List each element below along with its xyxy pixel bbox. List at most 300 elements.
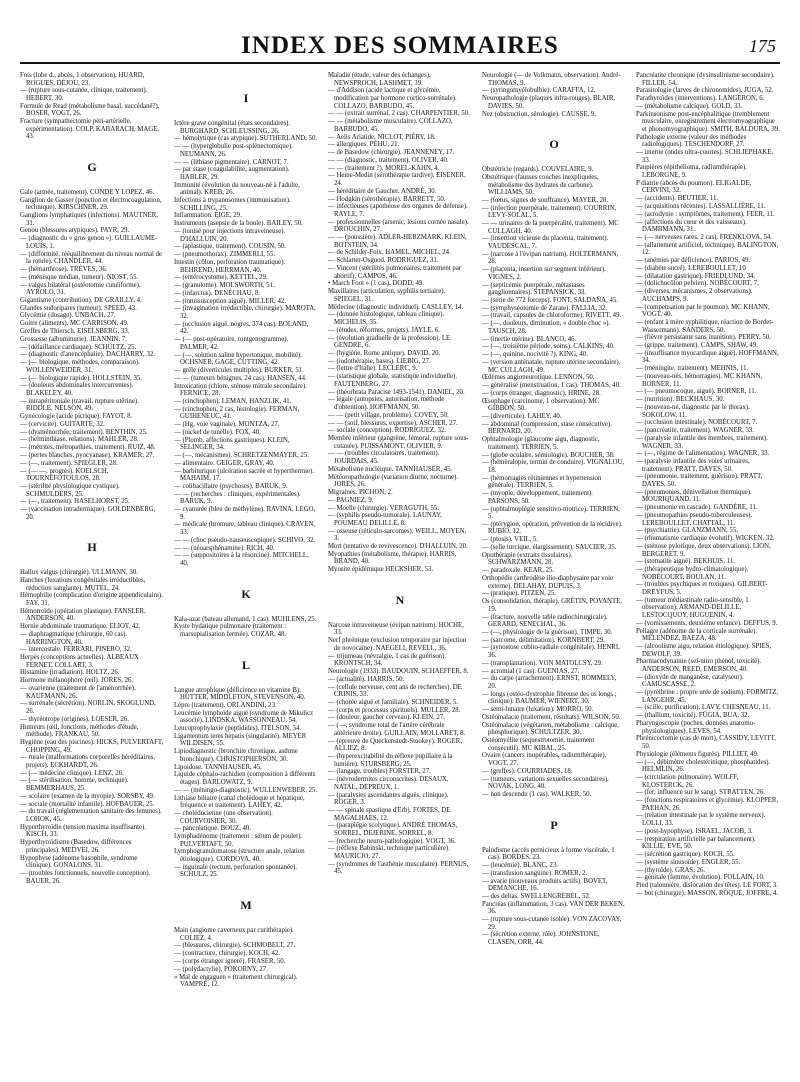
index-entry: — diaphragmatique (chirurgie, 60 cas). HARRINGTON, 40. — [20, 630, 128, 646]
index-entry: — — (choc pseudo-nauseuscopique). SCHIVO, 32. — [174, 536, 316, 544]
index-entry: — Heine-Medin (sérothérapie tardive). EISENER, 24. — [328, 172, 466, 187]
index-entry: — (métrites, métropathies, traitement). RUIZ, 48. — [20, 444, 156, 452]
index-entry: Hygiène (eau des piscines). HICKS, PULVERTAFT, CHOPPING, 49. — [20, 738, 164, 754]
index-entry: — — (métabolisme musculaire). COLLAZO, BARBUDO, 45. — [328, 118, 453, 133]
index-entry: Main (angiome caverneux par curithérapie). COLIEZ, 4. — [174, 927, 294, 942]
index-entry: Immunité (évolution du nouveau-né à l'adulte, animal). KREB, 26. — [174, 181, 300, 197]
index-entry: Kyste hydatique pulmonaire (traitement : marsupialisation fermée). COZAR, 48. — [174, 623, 287, 638]
index-entry: Lipoidose. TANNHAUSER, 45. — [174, 763, 262, 771]
index-entry: — (— nerveuses rares, 2 cas). FRENKLOVA, 54. — [636, 233, 772, 241]
index-entry: — (fièvre persistante sans inanition). PERRY, 50. — [636, 334, 771, 342]
index-entry: Gigantisme (contribution). DE GRAILLY, 4. — [20, 296, 142, 304]
index-entry: — barbiturique (ulcération sacrée et hyperthermie). MAHAIM, 17. — [174, 467, 315, 483]
index-entry: — (—, solution saline hypertonique, mobilité). OCHSNER, GAGE, CUTTING, 42. — [174, 351, 302, 367]
index-entry: Œdèmes angioneurotique. LENNON, 50. — [482, 374, 595, 382]
index-entry: — — (soif, blessures, expertise). ASCHER, 27. — [328, 419, 458, 427]
index-entry: — (pneumothorax). ZIMMERLI, 55. — [174, 251, 276, 259]
index-entry: Nerf phrénique (exclusion temporaire par injection de novocaïne). NAEGELI, REVELL, 36. — [328, 637, 467, 652]
index-entry: — (—, traitement). HASELHORST, 25. — [20, 498, 130, 506]
index-entry: — — (traitement ?). MOREL-KAHN, 4. — [328, 164, 440, 172]
index-entry: — (diverses, mécanismes, 2 observations). AUCHAMPS, 9. — [636, 288, 753, 303]
index-entry: — (fer, influence sur le sang). STRATTEN, 26. — [636, 789, 766, 797]
index-entry: Os (consolidation, thérapie). GRÉTIN, POVANTE, 19. — [482, 598, 622, 613]
index-entry: — (pneumonie en cascade). GANDÈRE, 11. — [636, 504, 758, 512]
index-entry: Intestin (côlon, perforation traumatique). BEHREND, HERRMAN, 40. — [174, 258, 286, 274]
index-entry: — (hémorragies rétiniennes et hypertension générale). TERRIEN, 5. — [482, 474, 602, 490]
index-entry: — (anémies par déficience). PARIOS, 49. — [636, 257, 751, 265]
index-entry: — (insertion vicieuse du placenta, traitement). VAUDESCAL, 7. — [482, 235, 609, 250]
index-entry: — (syringomyélobulbie). CARAFFA, 12. — [482, 87, 596, 95]
index-entry: Gynécologie (acide picrique). FAYOT, 8. — [20, 413, 133, 421]
index-entry: — (polydactylie). POKORNY, 27. — [174, 965, 268, 973]
index-entry: — (hygiène, Rome antique). DAVID, 20. — [328, 349, 441, 357]
index-entry: Intoxication (chlore, sténose mitrale secondaire). FERNICE, 28. — [174, 382, 307, 398]
index-entry: — (études, réformes, projets). JAYLE, 6. — [328, 326, 440, 334]
index-entry: — (intussusception aiguë). MILLER, 42. — [174, 297, 286, 305]
index-column — [174, 72, 318, 1072]
index-entry: Leucoprophylaxie (peptidides). ITELSON, 54. — [174, 725, 302, 733]
index-entry: — — (lithiase pigmentaire). CARNOT, 7. — [174, 158, 289, 166]
index-entry: Instruments (asepsie de la boule). BAILEY, 50. — [174, 220, 303, 228]
index-entry: — interne (ondes ultra-courtes). SCHLIEPHAKE, 33. — [636, 149, 774, 164]
index-entry: — Hodgkin (sérothérapie). BARRETT, 50. — [328, 195, 446, 203]
index-entry: — (rhumatisme cardiaque évolutif). WICKEN, 32. — [636, 535, 775, 543]
index-entry: — (paralysie infantile des voies urinaires, traitement). PRATT, DAYES, 50. — [636, 458, 750, 473]
index-entry: — (— stérilisation, homme, technique). BEMMERHAUS, 25. — [20, 777, 129, 793]
index-entry: — (contracture, chirurgie). KOCH, 42. — [174, 950, 280, 958]
index-entry: — (hémarthrose). TRÈVES, 36. — [20, 265, 108, 273]
index-entry: — (alcoolisme aigu, relation étiologique). SPIES, DEWOLF, 39. — [636, 642, 772, 658]
index-entry: — (fœtus, signes de souffrance). MAYER, 28. — [482, 196, 609, 204]
index-entry: — (sécrétion externe, rôle). JOHNSTONE, CLASEN, ORR, 44. — [482, 931, 600, 946]
index-entry: — d'Addison (acide lactique et glycémie, modification par hormone cortico-surrénale). COLLAZO, BARBUDO, 45. — [328, 87, 457, 110]
index-entry: Ganglion de Gasser (ponction et électrocoagulation, technique). KIRSCHNER, 29. — [20, 196, 162, 212]
index-entry: — médicale (bromure, tableau clinique). CRAVEN, 33. — [174, 521, 316, 537]
index-entry: — infectieuses (apothéose des organes de défense). RAYLE, 7. — [328, 203, 468, 218]
index-entry: — (sécrétion gastrique). KOCH, 55. — [636, 850, 735, 858]
index-entry: Obstétricie (regards). COUVELAIRE, 9. — [482, 166, 594, 174]
index-entry: — grêle (diverticules multiples). BURKER, 51. — [174, 366, 304, 374]
index-entry: Ostéomalacie (végétarien, métabolisme : calcique, phosphorique). SCHULTZER, 30. — [482, 721, 620, 737]
index-entry: — du carpe (arrachement). ERNST, ROMMELY, 20. — [482, 675, 617, 690]
index-entry: — (réflexe Babinski, technique particulière). MAURICIO, 27. — [328, 845, 450, 861]
index-entry: — Moelle (chirurgie). VERAGUTH, 55. — [328, 504, 439, 512]
index-column — [636, 72, 780, 1072]
index-entry: — (diagnostic du « gros genou »). GUILLAUME-LOUIS, 1. — [20, 235, 158, 250]
index-entry: — (leucémie). BLANC, 23. — [482, 861, 558, 869]
index-entry: Pellagre (adénome de la corticale surrénale). MELENDEZ, BAEZA, 48. — [636, 627, 758, 643]
index-entry: — (statistique globale, statistique individuelle). FAUTENBERG, 27. — [328, 373, 458, 388]
index-entry: — (placenta, insertion sur segment inférieur). VIGNES, 2. — [482, 266, 606, 281]
index-entry: — abdominal (compression, stase consécutive). BERNARD, 20. — [482, 420, 612, 436]
index-entry: — (occlusion aiguë, nogres, 374 cas). BOLAND, 42. — [174, 320, 309, 336]
index-entry: Nez (obstruction, sérologie). CAUSSE, 9. — [482, 110, 597, 118]
index-entry: — sociale (conception). RODRIGUEZ, 32. — [328, 427, 446, 435]
index-entry: — thyréotrope (origines). LOESER, 26. — [20, 715, 129, 723]
index-entry: Hormone mélanophore (œil). JORES, 26. — [20, 677, 134, 685]
index-entry: — — (suppositoires à la résorcine). MITCHELL, 40. — [174, 552, 309, 567]
index-entry: Leucémie lymphoïde aiguë (syndrome de Mikulicz associé). LINDSKA, WASSONNEAU, 54. — [174, 709, 314, 725]
index-entry: Goitre (aliments). MC CARRISON, 49. — [20, 320, 129, 328]
index-entry: Grossesse (albuminurie). JEANNIN, 7. — [20, 335, 127, 343]
index-entry: Ophtalmologie (glaucome aigu, diagnostic, traitement). TERRIEN, 5. — [482, 436, 600, 451]
index-entry: Météoropathologie (variation diurne, nocturne). JORES, 26. — [328, 473, 459, 489]
index-entry: — — (tumeurs bénignes, 24 cas). HANSEN, 44. — [174, 374, 307, 382]
index-entry: — (hyperexcitabilité du réflexe pupillaire à la lumière). STURSBERG, 25. — [328, 753, 453, 768]
index-entry: Liquide céphalo-rachidien (composition à différents étages). BARLOWATZ, 9. — [174, 771, 316, 786]
index-entry: — (respiration artificielle par balancement). KILLIE, EVE, 50. — [636, 835, 756, 851]
index-entry: — généralisé (menstruation, 1 cas). THOMAS, 40. — [482, 382, 621, 390]
index-entry: — — (recherches : cliniques, expérimentales). BARUK, 9. — [174, 490, 301, 506]
index-entry: — (—, douleurs, diminution, « double choc »). TAUSCH, 28. — [482, 320, 611, 335]
index-entry: — (dioxyde de manganèse, catalyseur). CAMUSCASSE, 2. — [636, 673, 744, 689]
index-entry: — alimentaire. GEIGER, GRAY, 40. — [174, 459, 275, 467]
index-entry: • March Foot » (1 cas). DODD, 49. — [328, 280, 425, 288]
index-entry: — (greffes). COURRIADES, 18. — [482, 767, 573, 775]
index-entry: — (nouveau-nés, hémorragies). MC KHANN, BORNER, 11. — [636, 373, 763, 388]
index-entry: — de Schilder-Foix. HAMEL, MICHEL, 24. — [328, 249, 451, 257]
index-entry: — — (néoarsphénamine). RICH, 40. — [174, 544, 275, 552]
index-entry: — — (poussière). ADLER-HERZMARK, KLEIN, BOTSTEIN, 34. — [328, 234, 467, 249]
section-letter: O — [549, 137, 559, 152]
index-entry: — — spinale spastique d'Erb). FORTES, DE MAGALHAES, 12. — [328, 806, 451, 822]
index-entry: — (iodothérapie, bases). LIEBIG, 27. — [328, 357, 431, 365]
index-entry: — (symphyséotomie de Zarate). FALLIA, 32. — [482, 304, 608, 312]
index-entry: — (allaitement artificiel, technique). BALINGTON, 12. — [636, 241, 779, 257]
index-entry: — (helminthiase, relations). MAHLER, 28. — [20, 436, 139, 444]
index-columns — [20, 72, 780, 1072]
index-entry: Médecine (diagnostic individuel). CASLLEY, 14. — [328, 303, 464, 311]
index-entry: — (thallium, toxicité). FÜGIA, BUA, 32. — [636, 712, 750, 720]
index-entry: Parasitologie (larves de chironomides). JUGA, 52. — [636, 87, 774, 95]
index-entry: Hyperthyroïdisme (Basedow, différences principales). MEDVEI, 26. — [20, 839, 132, 854]
section-letter: I — [243, 91, 249, 105]
index-entry: — (—, quinine, nocivité ?). KING, 40. — [482, 351, 588, 359]
index-entry: Métabolisme nucléique. TANNHAUSER, 45. — [328, 465, 453, 473]
index-entry: — (difformité, rééquilibrement du niveau normal de la rotule). CHANDLER, 44. — [20, 250, 162, 266]
index-entry: — (blessures, chirurgie). SCHMOBELT, 27. — [174, 942, 296, 950]
index-entry: — osseuse (réticulo-sarcomes). WEILL, MOYEN, 3. — [328, 527, 467, 543]
index-entry: — pancréatique. BOUZ, 40. — [174, 825, 252, 833]
page-title: INDEX DES SOMMAIRES — [241, 32, 559, 59]
index-entry: — (cervicite). GUITARTE, 32. — [20, 420, 105, 428]
index-entry: — — (troubles circulatoires, traitement). JOURDAIS, 45. — [328, 450, 440, 466]
index-entry: — (thérapeutique hydro-climatologique). NOBÉCOURT, BOULAN, 11. — [636, 566, 749, 581]
index-entry: — (série de 772 forceps). FONT, SALDAÑA, 45. — [482, 296, 618, 304]
index-entry: — (narcose à l'évipan natrium). HOLTERMANN, 28. — [482, 250, 619, 266]
index-entry: — intercostale. FERRARI, PINERO, 32. — [20, 646, 132, 654]
index-entry: Myopathies (métabolisme, thérapie). HARRIS, BRAND, 40. — [328, 550, 457, 566]
index-entry: Fracture (sympathectomie péri-artérielle, expérimentation). COLP, KABARACH, MAGE, 43. — [20, 118, 160, 141]
index-entry: — (troubles fonctionnels, nouvelle conception). BAUER, 26. — [20, 869, 151, 885]
index-entry: — (version anténatale, rupture utérine secondaire). MC CULLAGH, 49. — [482, 358, 621, 374]
index-entry: Pharmacodynamie (sel-nitro phénol, toxicité). ANDERSON, REED, EMERSON, 40. — [636, 658, 762, 673]
index-entry: Ligamentum teres hepatis (singularité). MEYER WILDISEN, 55. — [174, 732, 307, 748]
index-entry: — (paraplégie scolytique). ANDRÉ THOMAS, SORREL, DEJERINE, SORREL, 8. — [328, 822, 458, 837]
index-entry: — (pneumonies, dénivellation thermique). MOURIQUAND, 11. — [636, 488, 752, 504]
index-entry: — (nutrition). BECKHAUS, 30. — [636, 396, 725, 404]
index-entry: Lymphadénome (traitement : sérum de poulet). PULVERTAFT, 50. — [174, 833, 302, 848]
index-entry: — (ionisé pour injections intraveineuse). D'HALLUIN, 20. — [174, 228, 286, 243]
index-entry: — (cinchophen). LEMAN, HANZLIK, 41. — [174, 397, 292, 405]
index-entry: — (actualité). HARRIS, 50. — [328, 675, 405, 683]
index-entry: — non descendu (1 cas). WALKER, 50. — [482, 790, 592, 798]
index-entry: — (— biologique rapide). HOLLSTEIN, 35. — [20, 374, 142, 382]
index-entry: — (inertie utérine). BLANCO, 46. — [482, 335, 577, 343]
index-entry: Genou (blessures atypiques). PAYR, 29. — [20, 227, 130, 235]
index-entry: — cyanurée (bleu de méthylène). RAVINA, LEGO, 9. — [174, 506, 316, 521]
index-entry: — ovarienne (traitement de l'aménorrhée). KAUFMANN, 26. — [20, 685, 136, 700]
index-entry: — (ptosis). VEIL, 5. — [482, 536, 539, 544]
index-entry: — (grippe, traitement). CAMPS, SHAW, 49. — [636, 342, 758, 350]
index-entry: — (thyroïde). GRAS, 26. — [636, 866, 706, 874]
index-entry: — Aelis Ariatide. NICLOT, PIÉRY, 18. — [328, 133, 436, 141]
index-entry: — scolaire (examen de la myopie). SORSBY, 49. — [20, 792, 155, 800]
index-entry: — trijumeau (névralgie, 1 cas de guérison). KRONTSCH, 34. — [328, 652, 447, 668]
index-entry: Paludisme (accès pernicieux à forme viscérale, 1 cas). BORDES, 23. — [482, 846, 615, 862]
index-entry: — (— pneumocoque, aiguë). BORNER, 11. — [636, 388, 757, 396]
index-entry: — (ptérygion, opération, prévention de la récidive). RUBIO, 12. — [482, 520, 623, 536]
index-entry: — (travail, capsules de chloroforme). RIVETT, 49. — [482, 312, 622, 320]
index-entry: Herpès (conceptions actuelles). ALBEAUX FERNET, COLLART, 3. — [20, 654, 139, 669]
index-entry: Phrénicectomie (cas de mort). CASSIDY, LEVITT, 50. — [636, 735, 776, 750]
index-entry: — semi-lunaire (luxation). MORRO, 50. — [482, 706, 594, 714]
index-entry: — — (petit village, problème). COVEY, 50. — [328, 411, 449, 419]
index-entry: — (acquisitions récentes). LASSALLIÈRE, 11. — [636, 202, 766, 210]
index-entry: Opothérapie (extraits tissulaires). SCHWARZMANN, 28. — [482, 551, 573, 567]
index-entry: — — urinaires de la puerpéralité, traitement). MC CULLAGH, 40. — [482, 220, 619, 235]
index-entry: — (— —, progrès). KOELSCH, TOURNEFOTOULOS, 28. — [20, 467, 109, 483]
section-letter: N — [395, 592, 405, 607]
index-entry: — longs (ostéo-dystrophie fibreuse des os longs ; clinique). BAUMER, WIENERT, 30. — [482, 690, 617, 706]
index-entry: — (vaccination intradermique). GOLDENBERG, 20. — [20, 506, 156, 521]
index-entry: — (globe oculaire, sémiologie). BOUCHER, 38. — [482, 451, 615, 459]
index-entry: — (aplastique, traitement). COUSIN, 50. — [174, 243, 287, 251]
index-entry: — (invagination irréductible, chirurgie). MAROTA, 32. — [174, 305, 316, 321]
section-letter: P — [550, 817, 558, 832]
index-entry: — valgus bilatéral (ostéotomie cunéiforme). AYROLO, 31. — [20, 281, 141, 297]
index-entry: Humeurs (œil, fonctions, méthodes d'étude, méthode). FRANKAU, 50. — [20, 723, 139, 739]
index-entry: — (fonctions respiratoires et glycémie). KLOPFER, PAEHAN, 26. — [636, 797, 779, 812]
index-entry: — PAGNIEZ, 9. — [328, 496, 374, 504]
index-entry: — (— médecine clinique). LENZ, 26. — [20, 769, 124, 777]
index-entry: — par stase (coagulabilité, augmentation). HABLER, 29. — [174, 166, 290, 181]
index-entry: Pathologie externe (valeur des méthodes radiologiques). TESCHENDORF, 27. — [636, 133, 747, 149]
index-entry: — (sténose pylorique, deux observations). LION, BERGERET, 9. — [636, 542, 771, 558]
index-entry: — (épreuve de Queckenstedt-Stookey). ROGER, ALLIEZ, 8. — [328, 737, 463, 753]
index-entry: — (pratique). PITZEN, 25. — [482, 590, 556, 598]
section-letter: L — [241, 657, 250, 672]
index-entry: — (névrodermites circonscrites). DESAUX, NATAL, DEPREUX, 1. — [328, 776, 449, 791]
index-entry: Hémorroïde (opération plastique). FANSLER, ANDERSON, 40. — [20, 607, 146, 623]
index-entry: — (fracture, nouvelle table radiochirurgicale). GERARD, SENECHAL, 36. — [482, 613, 608, 629]
index-entry: — génitale (femme, évolution). FOLLAIN, 10. — [636, 874, 765, 882]
index-entry: — (—, débimètre cholestérinique, phosphatides). HELMLIN, 26. — [636, 758, 771, 774]
index-entry: — (dysménorrhée, traitement). BENTHIN, 25. — [20, 428, 148, 436]
index-entry: — (rupture sous-cutanée isolée). VON ZACOVAY, 29. — [482, 916, 622, 931]
index-entry: — (méningite, traitement). MEHNIS, 11. — [636, 365, 749, 373]
index-entry: Paupières (épithélioma, radiumthérapie). LEBORGNE, 9. — [636, 164, 747, 180]
index-entry: Migraines. PICHON, 2. — [328, 489, 393, 496]
index-entry: Fois (lobe d., abcès, 1 observation). HUARD, ROGUES, DÉJOU, 23. — [20, 72, 145, 87]
index-entry: — (granulome). MOLSWORTH, 51. — [174, 282, 275, 290]
index-entry: — (—, syndrome total de l'artère cérébrale antérieure droite). GUILLAIN, MOLLARET, 8. — [328, 722, 466, 737]
index-entry: Lèpre (traitement). ORLANDINI, 23. — [174, 701, 277, 709]
index-entry: — (métabolisme calcique). GOLD, 33. — [636, 102, 743, 110]
index-entry: — (nickel de tunelle). FOX, 40. — [174, 428, 261, 436]
index-entry: — (diverticule). LAHEY, 40. — [482, 413, 562, 421]
index-entry: — Schlatter-Osgood. RODRIGUEZ, 31. — [328, 257, 439, 265]
section-letter: G — [87, 159, 97, 174]
header-rule — [20, 62, 780, 64]
index-entry: — héréditaire de Gaucher. ANDRÉ, 30. — [328, 187, 437, 195]
index-entry: Kala-azar (bateau allemand, 1 cas). MUHLENS, 25. — [174, 615, 317, 623]
index-entry: Lymphogranulomatose (structure anale, relation étiologique). CORDOVA, 40. — [174, 848, 305, 864]
index-entry: Obstétrique (fausses couches inexpliquées, métabolisme des hydrates de carbone). WILLIAMS, 50. — [482, 173, 599, 197]
page-number: 175 — [749, 36, 776, 56]
index-entry: Hallux valgus (chirurgie). ULLMANN, 30. — [20, 569, 138, 577]
index-entry: — intrapéritoniale (travail, rupture utérine). RIDDLE, NELSON, 49. — [20, 397, 139, 413]
index-entry: Maladie (étude, valeur des échanges). NEWSPROCH, LASHMET, 39. — [328, 72, 431, 87]
index-entry: Ictère grave congénital (états secondaires). BURGHARD, SCHLEUSSING, 26. — [174, 120, 291, 135]
index-entry: — (—, troisième période, soins). CALKINS, 40. — [482, 343, 615, 351]
index-entry: Hypophyse (adénome basophile, syndrome clinique). GONALONS, 31. — [20, 854, 138, 870]
index-entry: Lipiodiagnostic (bronchite chronique, asthme bronchique). CHRISTOPHERSON, 30. — [174, 748, 298, 763]
index-entry: Parkinsonisme post-encéphalitique (tremblement musculaire, enregistrement électromyographique et phonomyographique). SMITH, BALDURA, 39. — [636, 110, 780, 133]
index-entry: — colibacillaire (psychoses). BARUK, 9. — [174, 482, 288, 490]
index-entry: — (cinchophen, 2 cas, histologie). FERMAN, GUIHENEUC, 41. — [174, 405, 300, 421]
section-letter: K — [241, 586, 251, 601]
index-entry: — (pancréatite, traitement). WAGNER, 33. — [636, 427, 755, 435]
index-entry: — (ménisque médian, tumeur). NIOST, 55. — [20, 273, 139, 281]
index-entry: — (selle turcique, élargissement). SAUCIER, 35. — [482, 544, 617, 552]
index-entry: — (dolichocôlon pelvien). NOBÉCOURT, 7. — [636, 280, 759, 288]
index-entry: — (— post-opératoire, rontgenogramme). PALMER, 42. — [174, 336, 289, 351]
index-entry: — (pneumonie, traitement, guérison). PRATT, DAYES, 50. — [636, 473, 763, 489]
index-entry: — — (hyperglobulie post-splénectomique). NEUMANN, 26. — [174, 143, 293, 158]
index-entry: — (psychiatrie). GLANZMANN, 55. — [636, 527, 738, 535]
index-entry: — (paralysies ascendantes aiguës, clinique). ROGER, 3. — [328, 791, 449, 807]
index-entry: Hémophilie (complication d'origine appendiculaire). FAY, 31. — [20, 592, 163, 607]
index-entry: — (accidents). BEUTIER, 11. — [636, 195, 719, 203]
index-entry: Parathyroïdes (interventions). LANGERON, 6. — [636, 95, 765, 103]
index-entry: — sociale (mortalité infantile). HOFBAUER, 25. — [20, 800, 155, 808]
index-entry: — (compensation par le poumon). MC KHANN, VOGT, 40. — [636, 303, 770, 319]
index-entry: — (acrodynie : symptômes, traitement). FEER, 11. — [636, 210, 775, 218]
index-entry: — avarie (nouveaux produits actifs). BOVET, DEMANCHE, 16. — [482, 877, 608, 893]
index-entry: Pancréas (inflammation, 3 cas). VAN DER BEKEN, 36. — [482, 900, 625, 916]
index-entry: — (évolution graduelle de la profession). LE GENDRE, 6. — [328, 334, 451, 350]
index-entry: — (système sinusoïde). ENGLER, 55. — [636, 858, 741, 866]
index-entry: — (recherche neuro-pathologique). VOGT, 36. — [328, 837, 456, 845]
index-entry: Gale (armée, traitement). CONDE Y LOPEZ, 46. — [20, 188, 155, 196]
index-entry: — (— biologique, méthodes, comparaison). WOLLENWEIDER, 31. — [20, 359, 140, 374]
index-entry: — (pyréthrine : propre urée de sodium). FORMITZ, LANGEHR, 45. — [636, 689, 779, 704]
index-entry: Greffes de Thiersch. EISELSBERG, 33. — [20, 328, 130, 336]
index-entry: Inflammation. EIGE, 29. — [174, 212, 242, 220]
index-entry: Ganglions lymphatiques (infections). MAUTNER, 31. — [20, 212, 158, 227]
index-entry: Ostéomalacie (traitement, résultats). WILSON, 50. — [482, 713, 621, 721]
index-entry: Hernie abdominale traumatique. ELIOT, 42. — [20, 623, 141, 631]
index-entry: — (transfusion sanguine). ROMER, 2. — [482, 869, 588, 877]
index-entry: — (circulation pulmonaire). WOLFF, KLOSTERCK, 26. — [636, 773, 739, 789]
index-entry: P diatrie (abcès du poumon). ELIGALDE, CERVINI, 32. — [636, 179, 752, 195]
index-entry: — des deltas. SWELLENGREBEL, 52. — [482, 892, 591, 900]
index-entry: — (entérocystome). KETTEL, 29. — [174, 274, 268, 282]
index-entry: — (théorbrata Paracise 1493-1541). DANIEL, 20. — [328, 388, 465, 396]
index-entry: — professionnelles (arsenic, lésions cornée nasale). DROUCHIN, 27. — [328, 218, 469, 234]
index-entry: — (occlusion intestinale). NOBÉCOURT, 7. — [636, 419, 758, 427]
index-entry: — (Hg, voie vaginale). MONTZA, 27. — [174, 421, 280, 429]
index-entry: Glycémie (dosage). UNBACH, 27. — [20, 312, 116, 320]
index-entry: — (diabète sucré). LEREBOULLET, 10 — [636, 264, 746, 272]
index-entry: — inguinale (rectum, perforation spontanée). SCHULZ, 25. — [174, 863, 298, 879]
index-entry: Orthopédie (arthrodèse ilio-diaphysaire par voie externe). DELAHAY, DUPUIS, 3. — [482, 574, 613, 590]
index-entry: — (pneumopathies pseudo-tuberculeuses). LEREBOULLET, CHATTAL, 11. — [636, 511, 753, 527]
index-entry: — acromial (1 cas). GUENIAS, 27. — [482, 667, 580, 675]
index-entry: Ostéomyélite (sequestrotomie, traitement consécutif). MC KIBAL, 25. — [482, 737, 595, 752]
index-entry: — (stomatite aiguë). BEKHUIS, 11. — [636, 558, 735, 566]
index-entry: — (post-hypophyse). ISRAEL, JACOB, 3. — [636, 827, 753, 835]
index-entry: Neurologie (— de Volkmann, observation). André-THOMAS, 9. — [482, 72, 621, 87]
index-entry: Infections à trypanosomes (immunisation). SCHILLING, 25. — [174, 197, 291, 212]
index-column — [328, 72, 472, 1072]
index-entry: — — (extrait surrénal, 2 cas). CHARPENTIER, 50. — [328, 110, 470, 118]
index-entry: Mort (tentative de revivescence). D'HALLUIN, 20. — [328, 543, 468, 551]
index-entry: — (nouveau-né, diagnostic par le thorax). SOKOLOW, 11. — [636, 403, 750, 419]
index-entry: — (héméralopie, termin de conduire). VIGNALOU, 18. — [482, 459, 625, 474]
index-entry: — — (diagnostic, traitement). OLIVER, 40. — [328, 156, 449, 164]
section-letter: H — [87, 540, 97, 555]
index-entry: Narcose intraveineuse (évipan natrium). HOCHE, 33. — [328, 621, 464, 637]
index-entry: Hanches (luxations congénitales irréductibles, réduction sanglante). MUTEL, 24. — [20, 577, 146, 592]
index-entry: — de Basedow (chirurgie). JEANNENEY, 17. — [328, 149, 455, 157]
index-entry: — allergiques. PÉHU, 21. — [328, 141, 400, 149]
index-column — [20, 72, 164, 1072]
index-entry: — (langage, troubles) FORSTER, 27. — [328, 768, 431, 776]
index-entry: Maxillaires (articulation, syphilis tertiaire). SPIEGEL, 31. — [328, 288, 446, 303]
index-entry: — (—, mécanismes). SCHRETZENMAYER, 25. — [174, 451, 309, 459]
index-entry: — (douleur, gaucher cerveau). KLEIN, 27. — [328, 714, 445, 722]
index-entry: — (infarctus). DENÉCHAU, 8. — [174, 289, 261, 297]
index-entry: — (—, traitement). SPIEGLER, 28. — [20, 459, 118, 467]
index-entry: — (rupture sous-cutanée, clinique, traitement). HEBERT, 30. — [20, 87, 148, 102]
index-entry: — (—, régime de l'alimentation). WAGNER, 33. — [636, 450, 770, 458]
index-entry: — (vomissements, deuxième enfance). DEFFUS, 9. — [636, 619, 778, 627]
index-entry: Glandes sudoripares (tumeur). SPEED, 43. — [20, 304, 137, 312]
index-entry: — (Plomb, affections gastriques). KLEIN, SELINGER, 34. — [174, 436, 290, 452]
index-entry: Membre inférieur (gangrène, fémoral, rupture sous-cutanée). PUISSAMONT, OLIVIER, 9. — [328, 435, 469, 450]
index-entry: — (tumeurs, variations sexuelles secondaires). NOVAK, LONG, 40. — [482, 775, 609, 791]
index-entry: — du travail (réglementation sanitaire des femmes). LOHOK, 45. — [20, 808, 162, 823]
index-entry: Hyperthyroïdie (tension maxima insuffisante). KISCH, 33. — [20, 823, 146, 839]
index-entry: — (donnée histologique, tableau clinique). MICHELIS, 35. — [328, 311, 445, 326]
index-entry: — (enfant à mère syphilitique, réaction de Bordet-Wassermann). SANDERS, 50. — [636, 318, 774, 334]
index-entry: — légale (autopsies, autorisation, méthode d'obtention). HOFFMANN, 50. — [328, 396, 445, 411]
index-entry: — (transplantation). VON MATOLCSY, 29. — [482, 659, 603, 667]
index-entry: Formule de Read (métabolisme basal, succédané?). BOSER, VOGT, 26. — [20, 102, 160, 118]
index-entry: — (syndromes de l'asthénie musculaire). PERNUS, 45. — [328, 860, 469, 876]
index-entry: — hémolytique (cas atypique). SUTHERLAND, 50. — [174, 135, 318, 143]
index-entry: Pancréatite chronique (dysinsulinisme secondaire). FILLER, 54. — [636, 72, 775, 87]
index-entry: — (infection puerpérale, traitement). COURRIN, LEVY-SOLAL, 5. — [482, 204, 617, 220]
index-entry: — (—, physiologie de la guérison). TIMPE, 30. — [482, 628, 613, 636]
index-entry: — (pertes blanches, pyocyanase). KRAMER, 27. — [20, 451, 155, 459]
index-entry: Physiologie (éléments figurés). PILLIET, 49. — [636, 750, 759, 758]
index-entry: Ovaire (cancers inopérables, radiumthérapie). VOGT, 27. — [482, 752, 607, 768]
index-entry: Pied (talonnière, dislocation des têtes). LE FORT, 3. — [636, 882, 778, 890]
index-entry: Neuropathologie (plaques infra-rouges). BLAIR, DAVIES, 50. — [482, 95, 616, 110]
